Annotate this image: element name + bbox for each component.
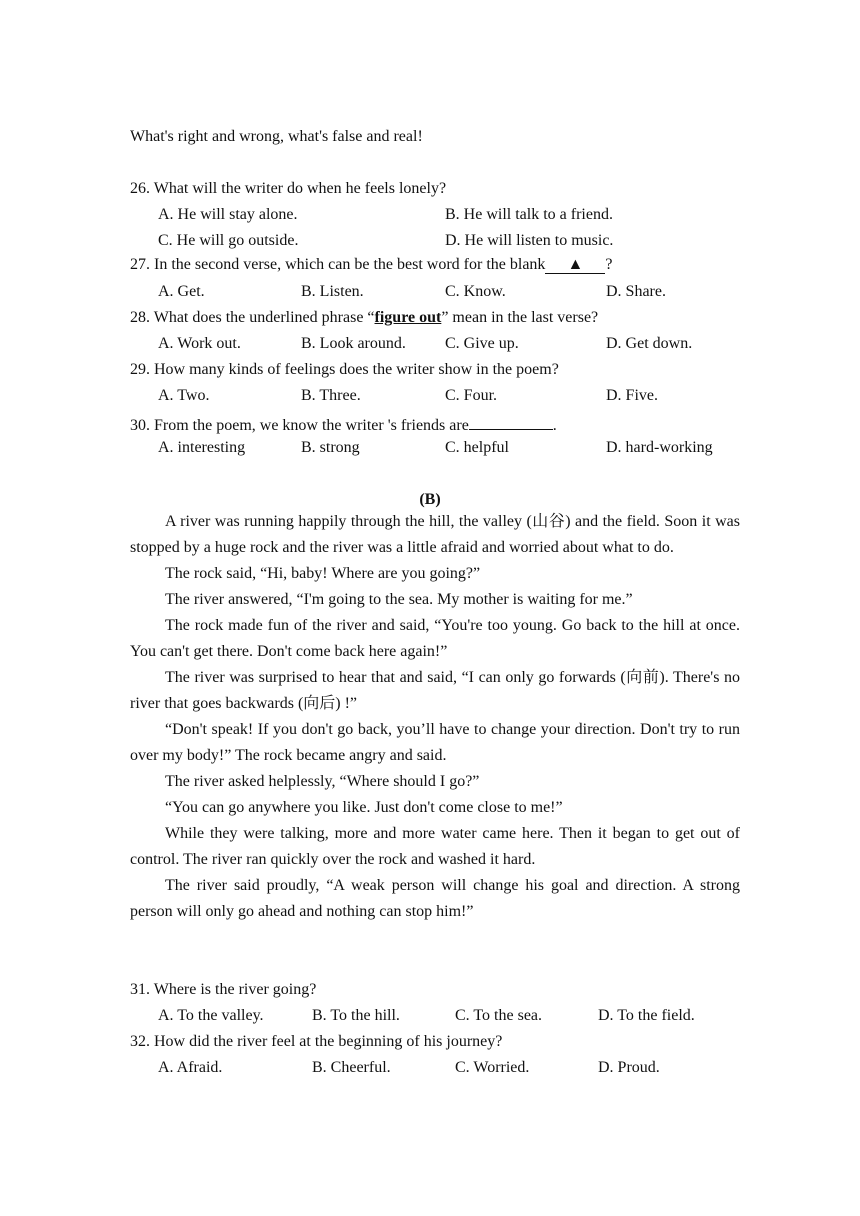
q30-stem-end: . [552, 417, 557, 434]
q31-option-b: B. To the hill. [312, 1007, 400, 1024]
question-27-options [0, 282, 860, 302]
q27-option-c: C. Know. [445, 283, 506, 300]
question-30-stem [130, 412, 557, 436]
q28-option-c: C. Give up. [445, 335, 519, 352]
q29-option-a: A. Two. [158, 387, 210, 404]
q32-option-b: B. Cheerful. [312, 1059, 391, 1076]
section-b-title: (B) [419, 491, 441, 508]
question-28-stem [130, 308, 598, 328]
q27-option-d: D. Share. [606, 283, 666, 300]
q28-stem-after: ” mean in the last verse? [441, 309, 599, 326]
question-32-stem: 32. How did the river feel at the beginning of his journey? [130, 1033, 503, 1050]
q31-option-c: C. To the sea. [455, 1007, 543, 1024]
question-29-options [0, 386, 860, 406]
q26-option-c: C. He will go outside. [158, 232, 299, 249]
passage-paragraph-6: “Don't speak! If you don't go back, you’ll have to change your direction. Don't try to run over my body!” The rock became angry and said. [130, 721, 740, 764]
q27-blank: ▲ [545, 256, 605, 274]
q31-option-a: A. To the valley. [158, 1007, 264, 1024]
q28-option-a: A. Work out. [158, 335, 241, 352]
passage-paragraph-9: While they were talking, more and more water came here. Then it began to get out of control. The river ran quickly over the rock and washed it hard. [130, 825, 740, 868]
question-31-options [0, 1006, 860, 1026]
q27-option-b: B. Listen. [301, 283, 364, 300]
passage-paragraph-1: A river was running happily through the hill, the valley (山谷) and the field. Soon it was stopped by a huge rock and the river was a little afraid and worried about what to do. [130, 513, 740, 556]
q26-option-d: D. He will listen to music. [445, 232, 614, 249]
question-26-options-row2 [0, 231, 860, 251]
q30-option-d: D. hard-working [606, 439, 713, 456]
q29-option-b: B. Three. [301, 387, 361, 404]
passage-paragraph-2: The rock said, “Hi, baby! Where are you going?” [165, 565, 481, 582]
question-31-stem: 31. Where is the river going? [130, 981, 317, 998]
question-30-options [0, 438, 860, 458]
q30-option-b: B. strong [301, 439, 360, 456]
passage-paragraph-8: “You can go anywhere you like. Just don't come close to me!” [165, 799, 563, 816]
question-26-stem: 26. What will the writer do when he feels lonely? [130, 180, 447, 197]
q28-underlined-phrase: figure out [374, 309, 442, 326]
q27-stem-text: 27. In the second verse, which can be the best word for the blank [130, 256, 546, 273]
q31-option-d: D. To the field. [598, 1007, 695, 1024]
poem-last-line: What's right and wrong, what's false and real! [130, 128, 423, 145]
question-28-options [0, 334, 860, 354]
question-27-stem [130, 255, 613, 275]
q27-option-a: A. Get. [158, 283, 205, 300]
passage-paragraph-3: The river answered, “I'm going to the sea. My mother is waiting for me.” [165, 591, 633, 608]
q29-option-d: D. Five. [606, 387, 658, 404]
q29-option-c: C. Four. [445, 387, 498, 404]
passage-paragraph-7: The river asked helplessly, “Where should I go?” [165, 773, 480, 790]
question-26-options-row1 [0, 205, 860, 225]
q30-option-c: C. helpful [445, 439, 509, 456]
passage-paragraph-10: The river said proudly, “A weak person will change his goal and direction. A strong person will only go ahead and nothing can stop him!” [130, 877, 740, 920]
q26-option-a: A. He will stay alone. [158, 206, 298, 223]
passage-paragraph-4: The rock made fun of the river and said, “You're too young. Go back to the hill at once. You can't get there. Don't come back here again!” [130, 617, 740, 660]
q32-option-a: A. Afraid. [158, 1059, 223, 1076]
q27-stem-end: ? [605, 256, 613, 273]
q30-stem-text: 30. From the poem, we know the writer 's friends are [130, 417, 469, 434]
q26-option-b: B. He will talk to a friend. [445, 206, 613, 223]
q28-stem-before: 28. What does the underlined phrase “ [130, 309, 375, 326]
q28-option-d: D. Get down. [606, 335, 693, 352]
passage-paragraph-5: The river was surprised to hear that and said, “I can only go forwards (向前). There's no river that goes backwards (向后) !” [130, 669, 740, 712]
q30-blank [469, 412, 553, 430]
q28-option-b: B. Look around. [301, 335, 406, 352]
question-32-options [0, 1058, 860, 1078]
question-29-stem: 29. How many kinds of feelings does the writer show in the poem? [130, 361, 559, 378]
section-b-passage [130, 509, 740, 925]
q32-option-d: D. Proud. [598, 1059, 660, 1076]
q32-option-c: C. Worried. [455, 1059, 530, 1076]
q30-option-a: A. interesting [158, 439, 246, 456]
